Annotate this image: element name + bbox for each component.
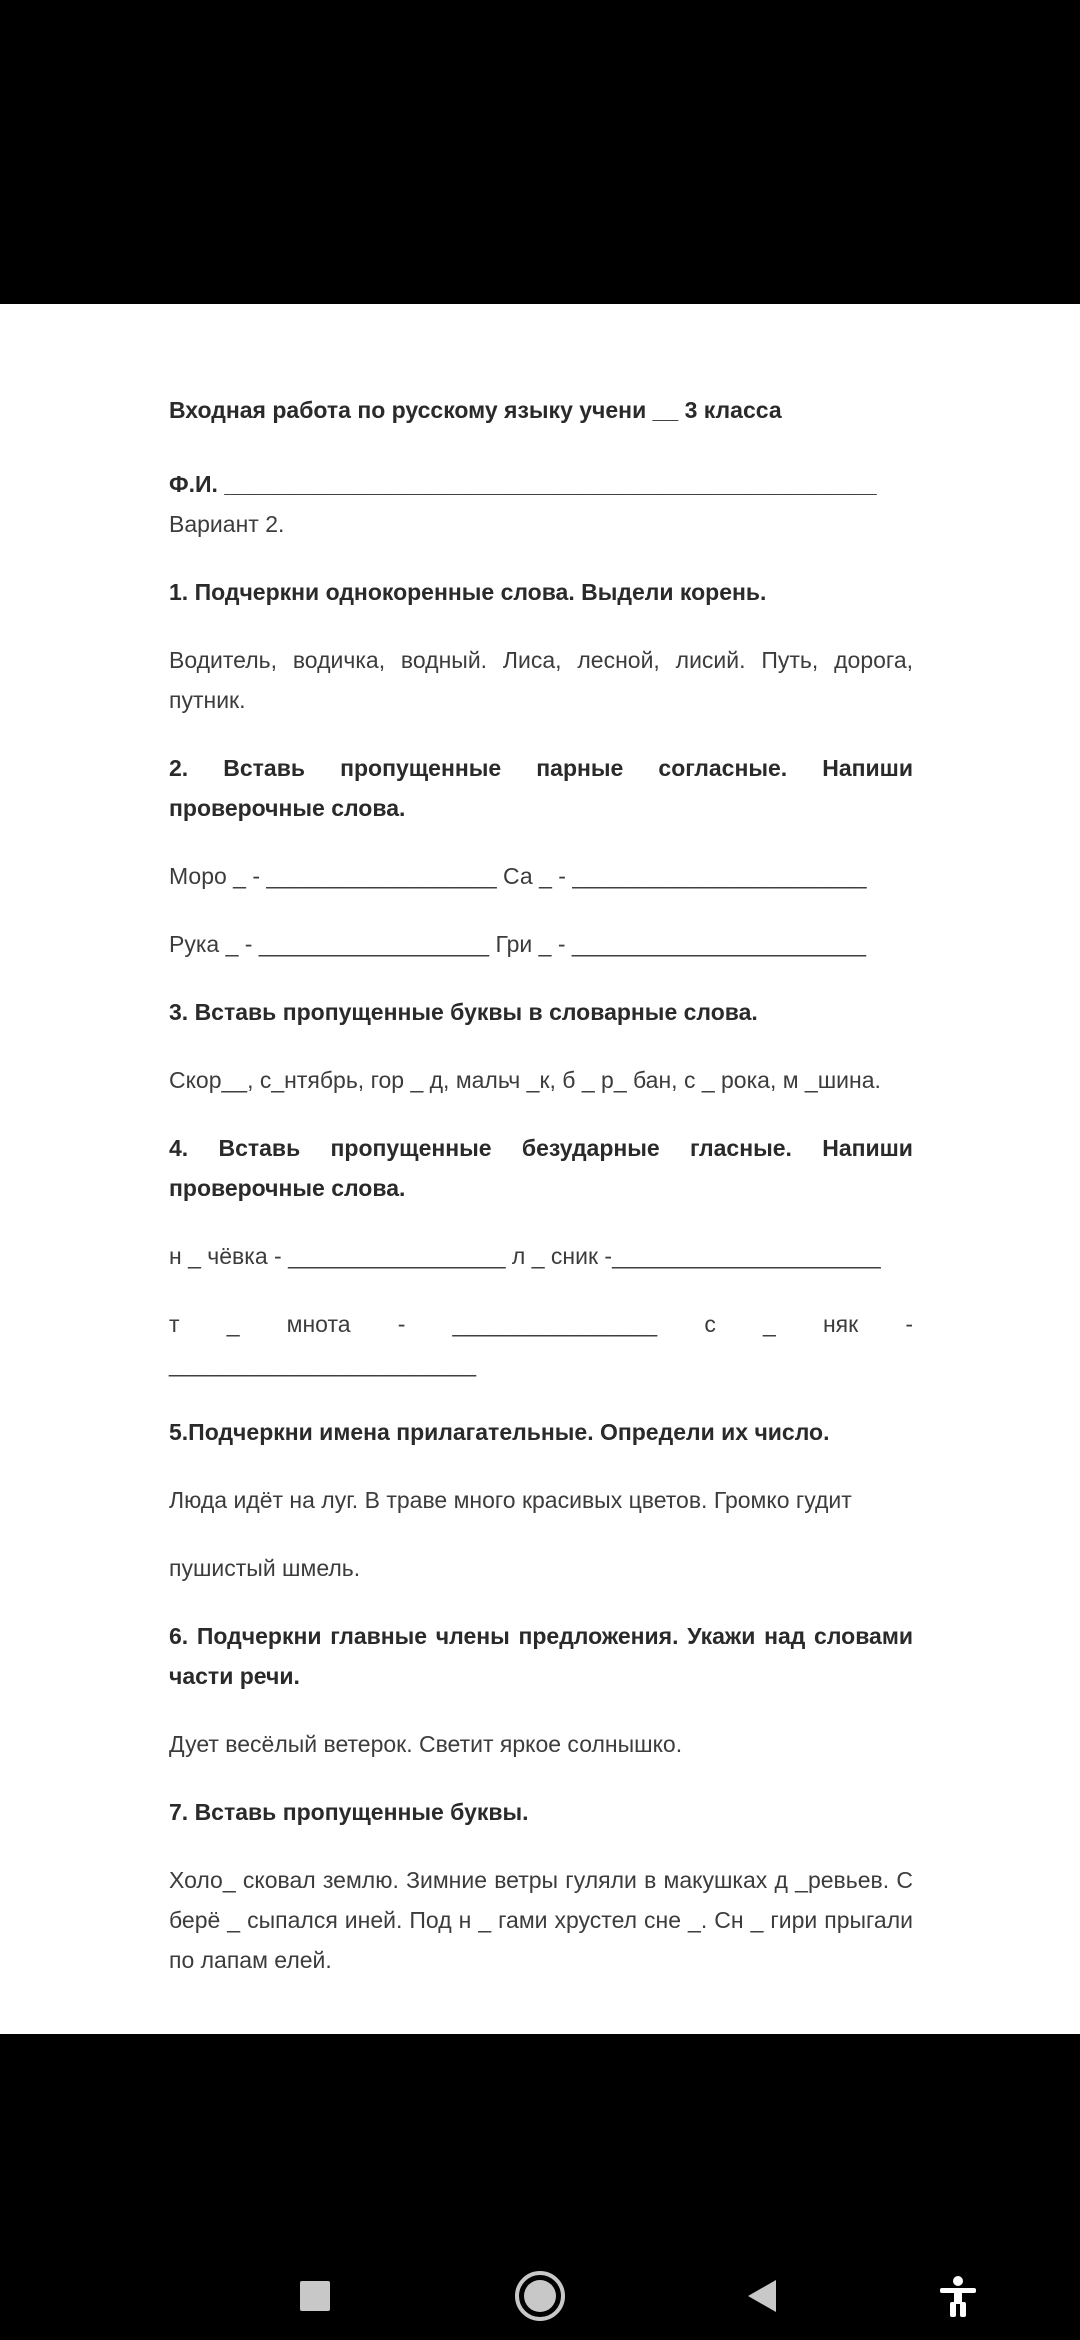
- task7-heading: 7. Вставь пропущенные буквы.: [169, 1799, 529, 1825]
- task7-text: Холо_ сковал землю. Зимние ветры гуляли в макушках д _ревьев. С берё _ сыпался иней. Под н _ гами хрустел сне _. Сн _ гири прыгали по лапам елей.: [169, 1867, 913, 1973]
- recents-button[interactable]: [285, 2266, 345, 2326]
- task5-text2: пушистый шмель.: [169, 1555, 361, 1581]
- task2-line2: Рука _ - __________________ Гри _ - _______________________: [169, 931, 867, 957]
- task2-heading-word: согласные.: [658, 755, 788, 781]
- fio-line: Ф.И. ___________________________________________________: [169, 471, 877, 497]
- task4-line2-word: -: [905, 1311, 913, 1337]
- task4-heading-word: 4.: [169, 1135, 189, 1161]
- task4-line2-word: ________________: [452, 1311, 658, 1337]
- triangle-icon: [742, 2276, 782, 2316]
- task4-heading-word: Напиши: [822, 1135, 913, 1161]
- task1-heading: 1. Подчеркни однокоренные слова. Выдели корень.: [169, 579, 767, 605]
- back-button[interactable]: [732, 2266, 792, 2326]
- task5-heading: 5.Подчеркни имена прилагательные. Определи их число.: [169, 1419, 830, 1445]
- task4-heading: [169, 1128, 913, 1168]
- task2-heading-word: 2.: [169, 755, 189, 781]
- task4-line2-word: мнота: [286, 1311, 351, 1337]
- task2-heading-word: парные: [536, 755, 624, 781]
- document-title: Входная работа по русскому языку учени __ 3 класса: [169, 397, 782, 423]
- accessibility-icon: [936, 2274, 980, 2318]
- square-icon: [298, 2279, 332, 2313]
- task6-heading: 6. Подчеркни главные члены предложения. Укажи над словами части речи.: [169, 1623, 913, 1689]
- task4-line2-word: -: [397, 1311, 406, 1337]
- task4-line2-word: няк: [822, 1311, 859, 1337]
- task4-line2-word: _: [226, 1311, 240, 1337]
- variant-label: Вариант 2.: [169, 511, 285, 537]
- task1-text: Водитель, водичка, водный. Лиса, лесной, лисий. Путь, дорога, путник.: [169, 647, 913, 713]
- task6-text: Дует весёлый ветерок. Светит яркое солнышко.: [169, 1731, 683, 1757]
- circle-icon: [512, 2268, 568, 2324]
- task4-heading-word: гласные.: [690, 1135, 792, 1161]
- task2-heading-line2: проверочные слова.: [169, 795, 406, 821]
- task2-heading-word: Вставь: [223, 755, 306, 781]
- task4-heading-line2: проверочные слова.: [169, 1175, 406, 1201]
- task3-text: Скор__, с_нтябрь, гор _ д, мальч _к, б _ р_ бан, с _ рока, м _шина.: [169, 1067, 881, 1093]
- task4-heading-word: Вставь: [218, 1135, 301, 1161]
- task2-heading: [169, 748, 913, 788]
- task2-line1: Моро _ - __________________ Са _ - _______________________: [169, 863, 867, 889]
- task4-heading-word: безударные: [521, 1135, 660, 1161]
- accessibility-button[interactable]: [928, 2266, 988, 2326]
- system-navigation-bar: [0, 2034, 1080, 2340]
- top-black-bar: [0, 0, 1080, 304]
- task4-line2-word: т: [169, 1311, 180, 1337]
- document-page: [0, 304, 1080, 2034]
- task4-line2-word: _: [763, 1311, 776, 1337]
- task4-heading-word: пропущенные: [330, 1135, 492, 1161]
- document-content: [169, 390, 913, 1980]
- task2-heading-word: Напиши: [822, 755, 913, 781]
- task3-heading: 3. Вставь пропущенные буквы в словарные слова.: [169, 999, 758, 1025]
- home-button[interactable]: [510, 2266, 570, 2326]
- task2-heading-word: пропущенные: [340, 755, 502, 781]
- task4-line2: [169, 1304, 913, 1344]
- task4-line2-word: с: [704, 1311, 716, 1337]
- task4-line1: н _ чёвка - _________________ л _ сник -_____________________: [169, 1243, 881, 1269]
- task4-line3: ________________________: [169, 1351, 476, 1377]
- task5-text: Люда идёт на луг. В траве много красивых цветов. Громко гудит: [169, 1487, 852, 1513]
